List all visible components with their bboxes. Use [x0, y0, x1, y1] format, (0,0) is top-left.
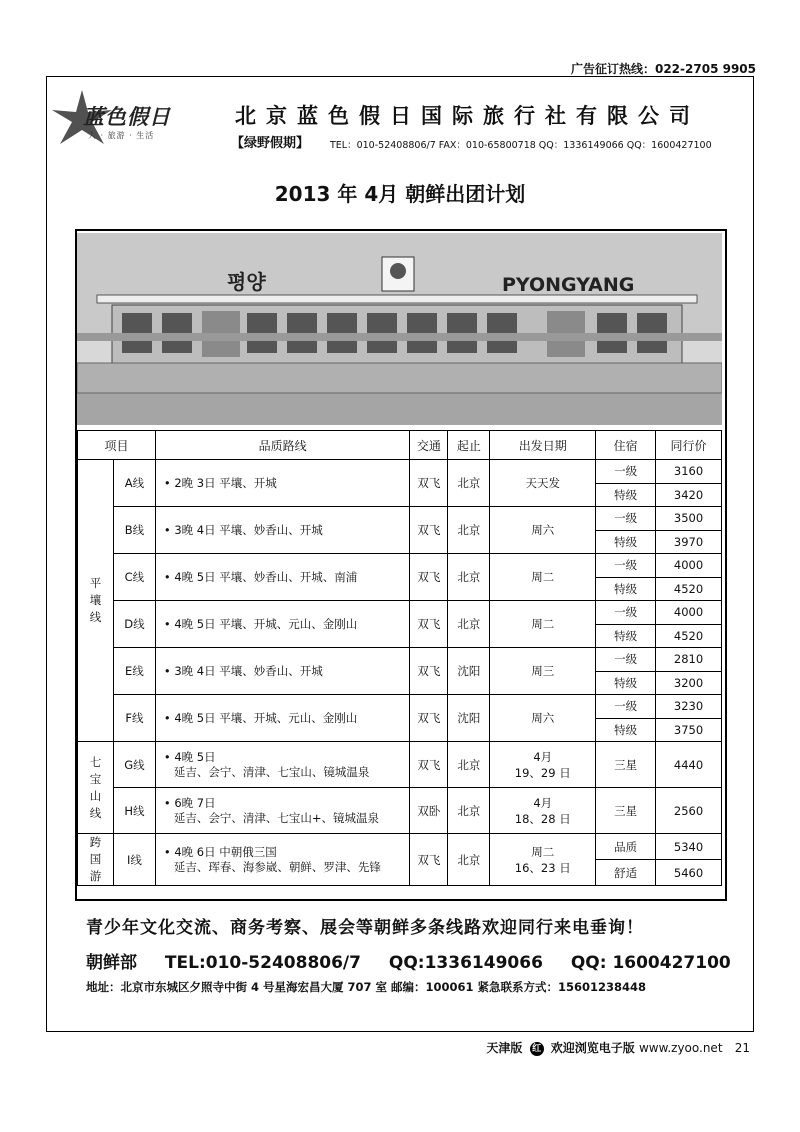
- price: 3200: [656, 671, 722, 695]
- route-stops: 延吉、会宁、清津、七宝山+、镜城温泉: [173, 810, 380, 825]
- stay: 一级: [596, 460, 656, 484]
- dept-qq2: QQ: 1600427100: [570, 953, 731, 973]
- dept-qq1: QQ:1336149066: [388, 953, 543, 973]
- dept-contact: [86, 948, 753, 973]
- edition-badge: 红: [530, 1042, 544, 1056]
- route: • 3晚 4日 平壤、妙香山、开城: [155, 507, 410, 554]
- agency-name: 北京蓝色假日国际旅行社有限公司: [235, 104, 700, 128]
- stay: 一级: [596, 507, 656, 531]
- table-row: [78, 788, 722, 834]
- date-month: 4月: [533, 749, 553, 764]
- price: 3970: [656, 530, 722, 554]
- stay: 特级: [596, 577, 656, 601]
- page-number: 21: [734, 1041, 750, 1055]
- transport: 双飞: [410, 742, 448, 788]
- price: 3500: [656, 507, 722, 531]
- group-qibaoshan: [78, 742, 114, 834]
- price: 3750: [656, 718, 722, 742]
- group-label: 七宝山线: [89, 754, 102, 820]
- stay: 三星: [596, 788, 656, 834]
- col-header-stay: 住宿: [596, 431, 656, 460]
- stay: 一级: [596, 648, 656, 672]
- line-code: E线: [113, 648, 155, 695]
- line-code: F线: [113, 695, 155, 742]
- line-code: G线: [113, 742, 155, 788]
- city: 北京: [448, 554, 490, 601]
- route-duration: • 4晚 5日: [163, 749, 216, 764]
- logo-text: 蓝色假日: [83, 105, 171, 129]
- footer-text: 欢迎浏览电子版: [550, 1041, 635, 1055]
- line-code: A线: [113, 460, 155, 507]
- price: 4440: [656, 742, 722, 788]
- city: 北京: [448, 507, 490, 554]
- col-header-item: 项目: [78, 431, 156, 460]
- price: 2560: [656, 788, 722, 834]
- edition-label: 天津版: [486, 1041, 523, 1055]
- price: 3420: [656, 483, 722, 507]
- transport: 双飞: [410, 460, 448, 507]
- date-days: 19、29 日: [514, 765, 571, 780]
- table-row: [78, 648, 722, 672]
- contact-line: TEL：010-52408806/7 FAX：010-65800718 QQ：1336149066 QQ：1600427100: [330, 140, 712, 151]
- transport: 双飞: [410, 601, 448, 648]
- date: [490, 788, 596, 834]
- route: • 4晚 5日 平壤、妙香山、开城、南浦: [155, 554, 410, 601]
- price: 4000: [656, 601, 722, 625]
- page-title: 2013 年 4月 朝鲜出团计划: [274, 182, 526, 206]
- table-row: [78, 742, 722, 788]
- promo-text: 青少年文化交流、商务考察、展会等朝鲜多条线路欢迎同行来电垂询！: [86, 918, 644, 938]
- group-crossborder: [78, 834, 114, 886]
- price: 5340: [656, 834, 722, 860]
- col-header-transport: 交通: [410, 431, 448, 460]
- date: [490, 834, 596, 886]
- price: 4000: [656, 554, 722, 578]
- date: 天天发: [490, 460, 596, 507]
- table-row: [78, 834, 722, 860]
- transport: 双飞: [410, 554, 448, 601]
- price: 3230: [656, 695, 722, 719]
- stay: 一级: [596, 554, 656, 578]
- date-days: 18、28 日: [514, 811, 571, 826]
- stay: 特级: [596, 671, 656, 695]
- table-row: [78, 695, 722, 719]
- route-stops: 延吉、珲春、海参崴、朝鲜、罗津、先锋: [173, 859, 381, 874]
- line-code: C线: [113, 554, 155, 601]
- route-duration: • 4晚 6日 中朝俄三国: [163, 844, 277, 859]
- footer-url[interactable]: www.zyoo.net: [638, 1041, 723, 1055]
- line-code: B线: [113, 507, 155, 554]
- stay: 特级: [596, 718, 656, 742]
- col-header-price: 同行价: [656, 431, 722, 460]
- stay: 品质: [596, 834, 656, 860]
- schedule-table: [77, 430, 722, 886]
- logo-slogan: 人 · 旅游 · 生活: [88, 131, 155, 140]
- route: • 4晚 5日 平壤、开城、元山、金刚山: [155, 695, 410, 742]
- route: [155, 788, 410, 834]
- city: 北京: [448, 601, 490, 648]
- route-duration: • 6晚 7日: [163, 795, 216, 810]
- date: 周三: [490, 648, 596, 695]
- stay: 特级: [596, 483, 656, 507]
- line-code: I线: [113, 834, 155, 886]
- sign-latin: PYONGYANG: [502, 274, 635, 296]
- col-header-city: 起止: [448, 431, 490, 460]
- route: • 2晚 3日 平壤、开城: [155, 460, 410, 507]
- date-weekday: 周二: [531, 844, 555, 859]
- date: [490, 742, 596, 788]
- col-header-date: 出发日期: [490, 431, 596, 460]
- table-row: [78, 460, 722, 484]
- group-pyongyang: [78, 460, 114, 742]
- stay: 特级: [596, 530, 656, 554]
- city: 北京: [448, 460, 490, 507]
- transport: 双卧: [410, 788, 448, 834]
- route: • 4晚 5日 平壤、开城、元山、金刚山: [155, 601, 410, 648]
- table-header-row: [78, 431, 722, 460]
- group-label: 跨国游: [89, 835, 102, 883]
- table-row: [78, 601, 722, 625]
- stay: 特级: [596, 624, 656, 648]
- city: 沈阳: [448, 695, 490, 742]
- route: [155, 834, 410, 886]
- stay: 一级: [596, 695, 656, 719]
- price: 3160: [656, 460, 722, 484]
- stay: 一级: [596, 601, 656, 625]
- date: 周二: [490, 554, 596, 601]
- address-line: 地址：北京市东城区夕照寺中街 4 号星海宏昌大厦 707 室 邮编：100061 紧急联系方式：15601238448: [86, 980, 647, 994]
- transport: 双飞: [410, 648, 448, 695]
- brand-label: 【绿野假期】: [231, 136, 310, 151]
- date: 周二: [490, 601, 596, 648]
- price: 5460: [656, 860, 722, 886]
- route: • 3晚 4日 平壤、妙香山、开城: [155, 648, 410, 695]
- ad-hotline: 广告征订热线：022-2705 9905: [570, 62, 756, 76]
- table-row: [78, 507, 722, 531]
- city: 北京: [448, 788, 490, 834]
- col-header-route: 品质路线: [155, 431, 410, 460]
- transport: 双飞: [410, 834, 448, 886]
- city: 沈阳: [448, 648, 490, 695]
- sign-korean: 평양: [227, 270, 266, 294]
- line-code: H线: [113, 788, 155, 834]
- price: 4520: [656, 577, 722, 601]
- route-stops: 延吉、会宁、清津、七宝山、镜城温泉: [173, 764, 370, 779]
- line-code: D线: [113, 601, 155, 648]
- route: [155, 742, 410, 788]
- transport: 双飞: [410, 507, 448, 554]
- group-label: 平壤线: [89, 576, 102, 624]
- dept-tel: TEL:010-52408806/7: [164, 953, 361, 973]
- date-month: 4月: [533, 795, 553, 810]
- dept-name: 朝鲜部: [86, 953, 137, 973]
- date-days: 16、23 日: [514, 860, 571, 875]
- city: 北京: [448, 742, 490, 788]
- stay: 三星: [596, 742, 656, 788]
- transport: 双飞: [410, 695, 448, 742]
- stay: 舒适: [596, 860, 656, 886]
- city: 北京: [448, 834, 490, 886]
- table-row: [78, 554, 722, 578]
- date: 周六: [490, 695, 596, 742]
- airport-photo: [77, 233, 722, 425]
- page-footer: [486, 1039, 750, 1056]
- date: 周六: [490, 507, 596, 554]
- price: 4520: [656, 624, 722, 648]
- price: 2810: [656, 648, 722, 672]
